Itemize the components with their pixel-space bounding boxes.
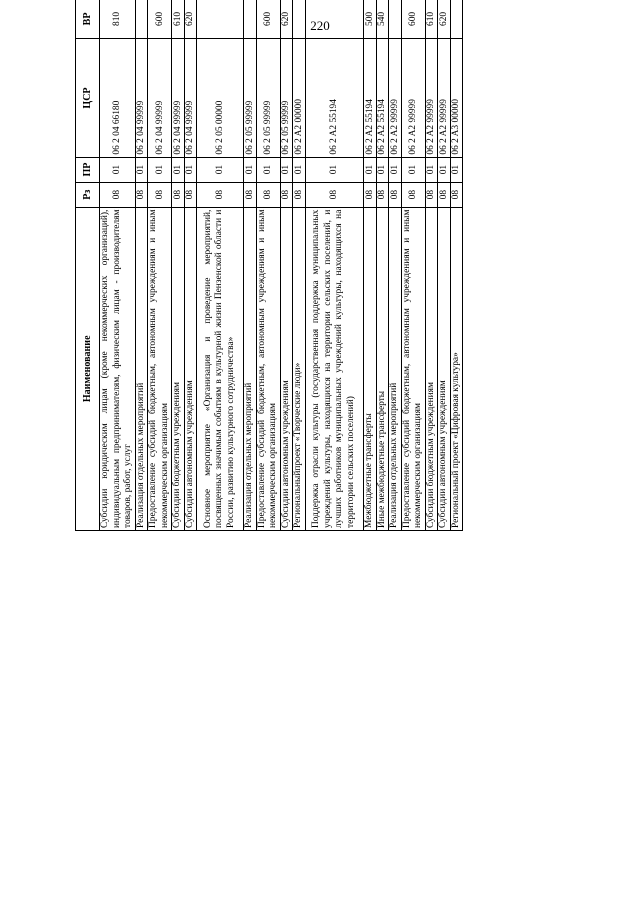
- table-row: [280, 0, 293, 531]
- cell-vr: 610: [425, 0, 438, 39]
- cell-rz: 08: [305, 182, 364, 207]
- cell-vr: 540: [376, 0, 389, 39]
- cell-name: Реализация отдельных мероприятий: [135, 207, 148, 530]
- cell-pr: 01: [425, 157, 438, 182]
- cell-vr: [293, 0, 306, 39]
- cell-rz: 08: [135, 182, 148, 207]
- cell-vr: [197, 0, 244, 39]
- cell-pr: 01: [256, 157, 280, 182]
- cell-rz: 08: [364, 182, 377, 207]
- cell-name: Субсидии юридическим лицам (кроме некоммерческих организаций), индивидуальным предпринимателям, физическим лицам - производителям товаров, работ, услуг: [100, 207, 136, 530]
- cell-csr: 06 2 A2 99999: [401, 39, 425, 157]
- cell-csr: 06 2 A2 99999: [389, 39, 402, 157]
- cell-rz: 08: [425, 182, 438, 207]
- cell-csr: 06 2 04 99999: [148, 39, 172, 157]
- cell-vr: 600: [401, 0, 425, 39]
- cell-csr: 06 2 A2 99999: [425, 39, 438, 157]
- cell-name: Субсидии автономным учреждениям: [438, 207, 451, 530]
- table-row: [172, 0, 185, 531]
- table-row: [244, 0, 257, 531]
- cell-csr: 06 2 A2 55194: [376, 39, 389, 157]
- table-row: [376, 0, 389, 531]
- cell-csr: 06 2 04 99999: [135, 39, 148, 157]
- cell-name: Региональный проект «Цифровая культура»: [450, 207, 463, 530]
- header-name: Наименование: [76, 207, 100, 530]
- table-row: [148, 0, 172, 531]
- cell-rz: 08: [293, 182, 306, 207]
- table-row: [425, 0, 438, 531]
- table-row: [401, 0, 425, 531]
- table-row: [305, 0, 364, 531]
- cell-pr: 01: [184, 157, 197, 182]
- cell-rz: 08: [172, 182, 185, 207]
- cell-pr: 01: [293, 157, 306, 182]
- cell-csr: 06 2 05 99999: [280, 39, 293, 157]
- cell-pr: 01: [438, 157, 451, 182]
- rotated-content: [75, 0, 564, 531]
- table-row: [100, 0, 136, 531]
- table-row: [293, 0, 306, 531]
- cell-vr: [135, 0, 148, 39]
- cell-csr: 06 2 04 99999: [172, 39, 185, 157]
- cell-rz: 08: [148, 182, 172, 207]
- cell-name: Основное мероприятие «Организация и проведение мероприятий, посвященных значимым событиям в культурной жизни Пензенской области и России, развитию культурного сотрудничества»: [197, 207, 244, 530]
- table-row: [450, 0, 463, 531]
- cell-name: Реализация отдельных мероприятий: [389, 207, 402, 530]
- cell-vr: 620: [438, 0, 451, 39]
- cell-vr: 500: [364, 0, 377, 39]
- cell-pr: 01: [401, 157, 425, 182]
- cell-name: Предоставление субсидий бюджетным, автономным учреждениям и иным некоммерческим организациям: [148, 207, 172, 530]
- cell-name: Иные межбюджетные трансферты: [376, 207, 389, 530]
- cell-name: Поддержка отрасли культуры (государственная поддержка муниципальных учреждений культуры, находящихся на территории сельских поселений, и лучших работников муниципальных учреждений культуры, находящихся на территории сельских поселений): [305, 207, 364, 530]
- cell-vr: 600: [148, 0, 172, 39]
- cell-rz: 08: [376, 182, 389, 207]
- cell-csr: 06 2 A2 00000: [293, 39, 306, 157]
- cell-pr: 01: [135, 157, 148, 182]
- header-vr: ВР: [76, 0, 100, 39]
- cell-csr: 06 2 05 99999: [244, 39, 257, 157]
- cell-rz: 08: [100, 182, 136, 207]
- cell-name: Субсидии бюджетным учреждениям: [172, 207, 185, 530]
- table-body: [100, 0, 463, 531]
- budget-table: [75, 0, 463, 531]
- cell-name: Субсидии автономным учреждениям: [280, 207, 293, 530]
- cell-rz: 08: [389, 182, 402, 207]
- cell-pr: 01: [305, 157, 364, 182]
- cell-csr: 06 2 A2 99999: [438, 39, 451, 157]
- header-pr: ПР: [76, 157, 100, 182]
- cell-vr: [450, 0, 463, 39]
- table-row: [256, 0, 280, 531]
- header-rz: Рз: [76, 182, 100, 207]
- cell-pr: 01: [364, 157, 377, 182]
- cell-csr: 06 2 05 00000: [197, 39, 244, 157]
- cell-vr: 610: [172, 0, 185, 39]
- cell-pr: 01: [280, 157, 293, 182]
- table-row: [135, 0, 148, 531]
- cell-rz: 08: [256, 182, 280, 207]
- cell-vr: 620: [184, 0, 197, 39]
- cell-pr: 01: [172, 157, 185, 182]
- cell-vr: [244, 0, 257, 39]
- cell-pr: 01: [389, 157, 402, 182]
- cell-name: Межбюджетные трансферты: [364, 207, 377, 530]
- table-row: [389, 0, 402, 531]
- header-csr: ЦСР: [76, 39, 100, 157]
- cell-rz: 08: [244, 182, 257, 207]
- cell-rz: 08: [280, 182, 293, 207]
- cell-vr: [305, 0, 364, 39]
- cell-csr: 06 2 04 99999: [184, 39, 197, 157]
- table-row: [197, 0, 244, 531]
- cell-vr: 600: [256, 0, 280, 39]
- cell-name: Реализация отдельных мероприятий: [244, 207, 257, 530]
- cell-csr: 06 2 05 99999: [256, 39, 280, 157]
- cell-csr: 06 2 A2 55194: [305, 39, 364, 157]
- cell-pr: 01: [450, 157, 463, 182]
- cell-pr: 01: [148, 157, 172, 182]
- cell-pr: 01: [100, 157, 136, 182]
- table-row: [438, 0, 451, 531]
- page-number: 220: [310, 18, 330, 33]
- cell-rz: 08: [197, 182, 244, 207]
- cell-rz: 08: [438, 182, 451, 207]
- table-row: [184, 0, 197, 531]
- cell-rz: 08: [450, 182, 463, 207]
- cell-name: Субсидии автономным учреждениям: [184, 207, 197, 530]
- cell-csr: 06 2 04 66180: [100, 39, 136, 157]
- cell-csr: 06 2 A2 55194: [364, 39, 377, 157]
- cell-name: Предоставление субсидий бюджетным, автономным учреждениям и иным некоммерческим организациям: [256, 207, 280, 530]
- cell-name: Субсидии бюджетным учреждениям: [425, 207, 438, 530]
- cell-pr: 01: [376, 157, 389, 182]
- cell-vr: 620: [280, 0, 293, 39]
- cell-csr: 06 2 A3 00000: [450, 39, 463, 157]
- cell-rz: 08: [184, 182, 197, 207]
- cell-name: Предоставление субсидий бюджетным, автономным учреждениям и иным некоммерческим организациям: [401, 207, 425, 530]
- cell-pr: 01: [197, 157, 244, 182]
- cell-pr: 01: [244, 157, 257, 182]
- table-header-row: [76, 0, 100, 531]
- cell-vr: 810: [100, 0, 136, 39]
- cell-rz: 08: [401, 182, 425, 207]
- cell-name: Региональныйпроект «Творческие люди»: [293, 207, 306, 530]
- cell-vr: [389, 0, 402, 39]
- table-row: [364, 0, 377, 531]
